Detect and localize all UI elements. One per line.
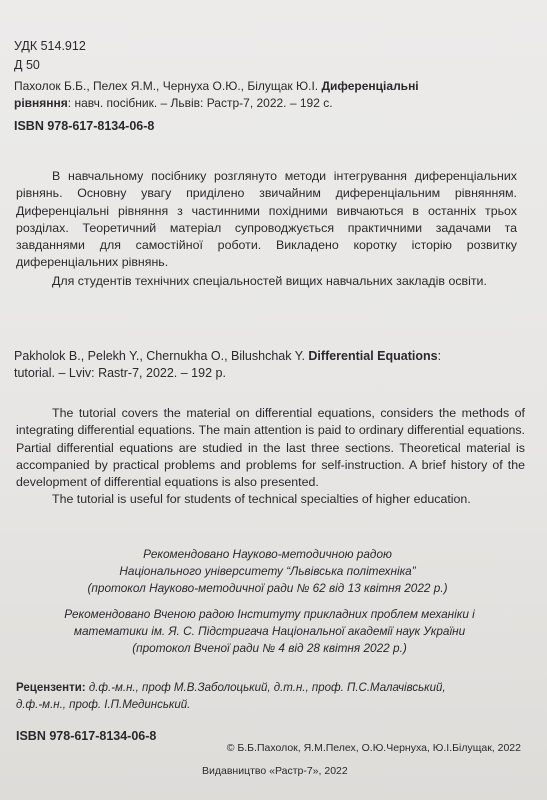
citation-ua-line1 <box>14 78 535 95</box>
copyright-publisher: Видавництво «Растр-7», 2022 <box>202 765 348 777</box>
abstract-ua-paragraph2: Для студентів технічних спеціальностей вищих навчальних закладів освіти. <box>52 273 487 288</box>
abstract-ua-paragraph1: В навчальному посібнику розглянуто методи інтегрування диференціальних рівнянь. Основну увагу приділено звичайним диференціальним рівнянням. Диференціальні рівняння з частинними похідними вивчаються в останніх трьох розділах. Теоретичний матеріал супроводжується практичними задачами та завданнями для самостійної роботи. Викладено коротку історію розвитку диференціальних рівнянь. <box>16 169 517 270</box>
reviewers-line1 <box>16 680 535 697</box>
recommendation-2 <box>18 606 521 657</box>
reviewers-line2: д.ф.-м.н., проф. І.П.Мединський. <box>16 699 191 711</box>
recommendation-1-line3: (протокол Науково-методичної ради № 62 від 13 квітня 2022 р.) <box>87 581 448 595</box>
copyright-authors: © Б.Б.Пахолок, Я.М.Пелех, О.Ю.Чернуха, Ю.І.Білущак, 2022 <box>226 742 521 754</box>
title-en: Differential Equations <box>308 349 438 363</box>
publication-info-ua: : навч. посібник. – Львів: Растр-7, 2022. – 192 с. <box>67 96 333 110</box>
bbk-code: Д 50 <box>14 58 40 72</box>
recommendation-1-line2: Національного університету “Львівська політехніка” <box>119 564 416 578</box>
authors-ua: Пахолок Б.Б., Пелех Я.М., Чернуха О.Ю., Білущак Ю.І. <box>14 79 322 93</box>
authors-en: Pakholok B., Pelekh Y., Chernukha O., Bilushchak Y. <box>14 349 309 363</box>
abstract-en-paragraph2: The tutorial is useful for students of technical specialties of higher education. <box>52 492 471 507</box>
citation-en <box>14 348 535 382</box>
reviewers <box>16 680 535 714</box>
recommendation-1 <box>18 546 517 597</box>
recommendation-2-line3: (протокол Вченої ради № 4 від 28 квітня 2022 р.) <box>132 641 407 655</box>
isbn-bottom: ISBN 978-617-8134-06-8 <box>16 729 157 743</box>
citation-ua-line2 <box>14 95 535 112</box>
title-ua-part1: Диференціальні <box>321 79 419 93</box>
copyright <box>150 740 521 757</box>
citation-en-line2: tutorial. – Lviv: Rastr-7, 2022. – 192 p. <box>14 366 226 380</box>
isbn-top: ISBN 978-617-8134-06-8 <box>14 119 155 133</box>
abstract-ua <box>16 168 517 290</box>
title-ua-part2: рівняння <box>14 96 68 110</box>
citation-en-line1 <box>14 348 535 365</box>
abstract-en <box>16 405 525 509</box>
recommendation-1-line1: Рекомендовано Науково-методичною радою <box>143 547 392 561</box>
recommendation-2-line2: математики ім. Я. С. Підстригача Національної академії наук України <box>73 624 466 638</box>
reviewers-names-1: д.ф.-м.н., проф М.В.Заболоцький, д.т.н., проф. П.С.Малачівський, <box>85 682 446 694</box>
title-en-colon: : <box>437 349 442 363</box>
reviewers-label: Рецензенти: <box>16 682 86 694</box>
header <box>14 38 535 135</box>
udk-code: УДК 514.912 <box>14 39 86 53</box>
abstract-en-paragraph1: The tutorial covers the material on differential equations, considers the methods of integrating differential equations. The main attention is paid to ordinary differential equations. Partial differential equations are studied in the last three sections. Theoretical material is accompanied by practical problems and problems for self-instruction. A brief history of the development of differential equations is also presented. <box>16 406 525 490</box>
recommendation-2-line1: Рекомендовано Вченою радою Інституту прикладних проблем механіки і <box>64 607 475 621</box>
